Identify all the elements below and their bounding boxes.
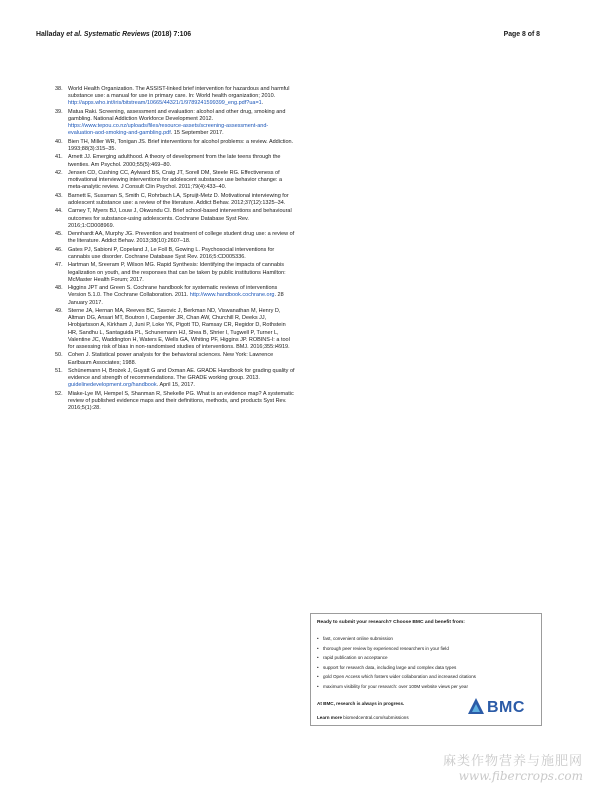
bullet-icon: •: [317, 655, 319, 661]
reference-text: Jensen CD, Cushing CC, Aylward BS, Craig JT, Sorell DM, Steele RG. Effectiveness of motivational interviewing interventions for adolescent substance use behavior change: a meta-analytic review. J Consult Clin Psychol. 2011;79(4):433–40.: [68, 169, 283, 191]
reference-item: [55, 391, 295, 413]
reference-item: [55, 308, 295, 351]
bmc-benefit-text: support for research data, including large and complex data types: [323, 664, 457, 670]
citation-volume: (2018) 7:106: [149, 31, 192, 38]
watermark-chinese: 麻类作物营养与施肥网: [442, 753, 583, 768]
reference-suffix: . 28 January 2017.: [68, 292, 284, 306]
bmc-benefit-text: gold Open Access which fosters wider collaboration and increased citations: [323, 674, 476, 680]
reference-item: [55, 285, 295, 307]
watermark-url: www.fibercrops.com: [458, 769, 583, 783]
reference-number: 39.: [55, 108, 63, 115]
reference-item: [55, 352, 295, 366]
page-number: Page 8 of 8: [503, 31, 540, 38]
reference-item: [55, 139, 295, 153]
reference-item: [55, 231, 295, 245]
bmc-progress-line: At BMC, research is always in progress.: [317, 701, 405, 706]
bmc-learn-more: [317, 715, 409, 720]
reference-item: [55, 368, 295, 390]
reference-link[interactable]: http://apps.who.int/iris/bitstream/10665/44321/1/9789241599399_eng.pdf?ua=1: [68, 100, 262, 107]
reference-item: [55, 170, 295, 192]
reference-number: 49.: [55, 307, 63, 314]
reference-item: [55, 86, 295, 108]
bmc-logo: [466, 696, 538, 718]
bmc-learn-link[interactable]: biomedcentral.com/submissions: [343, 715, 409, 720]
reference-text: Barnett E, Sussman S, Smith C, Rohrbach LA, Spruijt-Metz D. Motivational interviewing for adolescent substance use: a review of the literature. Addict Behav. 2012;37(12):1325–34.: [68, 192, 289, 206]
citation-authors: Halladay: [36, 31, 67, 38]
reference-number: 45.: [55, 231, 63, 238]
running-header-citation: [36, 31, 191, 38]
reference-number: 44.: [55, 208, 63, 215]
bmc-heading: Ready to submit your research? Choose BMC and benefit from:: [317, 620, 465, 625]
bullet-icon: •: [317, 645, 319, 651]
reference-text: Carney T, Myers BJ, Louw J, Okwundu CI. Brief school-based interventions and behavioural outcomes for substance-using adolescents. Cochrane Database Syst Rev. 2016;1:CD008969.: [68, 208, 292, 229]
reference-suffix: . 15 September 2017.: [170, 130, 224, 137]
reference-link[interactable]: https://www.tepou.co.nz/uploads/files/resource-assets/screening-assessment-and-evaluation-aod-smoking-and-gambling.pdf: [68, 123, 269, 137]
bmc-benefit-item: [317, 653, 476, 663]
reference-number: 40.: [55, 138, 63, 145]
reference-suffix: .: [261, 100, 264, 107]
reference-text: World Health Organization. The ASSIST-linked brief intervention for hazardous and harmful substance use: a manual for use in primary care. In: World health organization; 2010.: [68, 86, 290, 100]
bullet-icon: •: [317, 636, 319, 641]
reference-number: 51.: [55, 367, 63, 374]
bmc-advert-box: [310, 613, 542, 726]
bmc-benefit-text: maximum visibility for your research: over 100M website views per year: [323, 683, 469, 689]
citation-journal: et al. Systematic Reviews: [66, 31, 150, 38]
reference-list: [55, 86, 295, 414]
reference-text: Hartman M, Sreeram P, Wilson MG. Rapid Synthesis: Identifying the impacts of cannabis legalization on youth, and the responses that can be taken by public institutions Hamilton: McMaster Health Forum; 2017.: [68, 262, 286, 283]
reference-number: 41.: [55, 154, 63, 161]
reference-item: [55, 109, 295, 138]
reference-item: [55, 247, 295, 261]
bmc-benefit-item: [317, 644, 476, 654]
bmc-benefit-text: rapid publication on acceptance: [323, 655, 388, 661]
reference-item: [55, 193, 295, 207]
reference-number: 48.: [55, 285, 63, 292]
reference-item: [55, 262, 295, 284]
bullet-icon: •: [317, 664, 319, 670]
bullet-icon: •: [317, 674, 319, 680]
site-watermark: [443, 750, 583, 783]
reference-number: 43.: [55, 192, 63, 199]
bmc-benefit-item: [317, 672, 476, 682]
reference-number: 52.: [55, 390, 63, 397]
bmc-benefit-item: [317, 682, 476, 692]
reference-text: Matua Raki. Screening, assessment and evaluation: alcohol and other drug, smoking and gambling. National Addiction Workforce Development 2012.: [68, 108, 286, 122]
reference-text: Cohen J. Statistical power analysis for the behavioral sciences. New York: Lawrence Earlbaum Associates; 1988.: [68, 352, 274, 366]
reference-number: 38.: [55, 86, 63, 92]
bmc-benefit-item: [317, 663, 476, 673]
reference-link[interactable]: http://www.handbook.cochrane.org: [189, 292, 275, 299]
bmc-logo-icon: [466, 696, 486, 716]
reference-item: [55, 208, 295, 230]
bmc-benefit-text: thorough peer review by experienced researchers in your field: [323, 645, 449, 651]
reference-text: Arnett JJ. Emerging adulthood. A theory of development from the late teens through the twenties. Am Psychol. 2000;55(5):469–80.: [68, 154, 281, 168]
reference-text: Higgins JPT and Green S. Cochrane handbook for systematic reviews of interventions Version 5.1.0. The Cochrane Collaboration. 2011.: [68, 285, 278, 299]
reference-text: Schünemann H, Brożek J, Guyatt G and Oxman AE. GRADE Handbook for grading quality of evidence and strength of recommendations. The GRADE working group. 2013.: [68, 367, 295, 382]
reference-item: [55, 154, 295, 168]
reference-number: 42.: [55, 169, 63, 176]
reference-number: 46.: [55, 246, 63, 253]
bmc-logo-text: BMC: [487, 699, 525, 716]
reference-text: Gates PJ, Sabioni P, Copeland J, Le Foll B, Gowing L. Psychosocial interventions for cannabis use disorder. Cochrane Database Syst Rev. 2016;5:CD005336.: [68, 246, 275, 260]
reference-text: Dennhardt AA, Murphy JG. Prevention and treatment of college student drug use: a review of the literature. Addict Behav. 2013;38(10):2607–18.: [68, 231, 295, 245]
reference-suffix: . April 15, 2017.: [156, 382, 195, 389]
reference-link[interactable]: guidelinedevelopment.org/handbook: [68, 382, 157, 389]
bullet-icon: •: [317, 683, 319, 689]
bmc-learn-prefix: Learn more: [317, 715, 344, 720]
reference-number: 50.: [55, 352, 63, 359]
bmc-benefit-item: [317, 634, 476, 644]
reference-text: Miake-Lye IM, Hempel S, Shanman R, Shekelle PG. What is an evidence map? A systematic review of published evidence maps and their definitions, methods, and products Syst Rev. 2016;5(1):28.: [68, 390, 294, 412]
bmc-benefit-text: fast, convenient online submission: [323, 636, 393, 641]
reference-text: Bien TH, Miller WR, Tonigan JS. Brief interventions for alcohol problems: a review. Addiction. 1993;88(3):315–35.: [68, 138, 294, 152]
reference-text: Sterne JA, Hernan MA, Reeves BC, Savovic J, Berkman ND, Viswanathan M, Henry D, Altman DG, Ansari MT, Boutron I, Carpenter JR, Chan AW, Churchill R, Deeks JJ, Hrobjartsson A, Kirkham J, Juni P, Loke YK, Pigott TD, Ramsay CR, Regidor D, Rothstein HR, Sandhu L, Santaguida PL, Schunemann HJ, Shea B, Shrier I, Tugwell P, Turner L, Valentine JC, Waddington H, Waters E, Wells GA, Whiting PF, Higgins JP. ROBINS-I: a tool for assessing risk of bias in non-randomised studies of interventions. BMJ. 2016;355:i4919.: [68, 307, 290, 350]
reference-number: 47.: [55, 262, 63, 269]
bmc-benefits-list: [317, 634, 476, 692]
